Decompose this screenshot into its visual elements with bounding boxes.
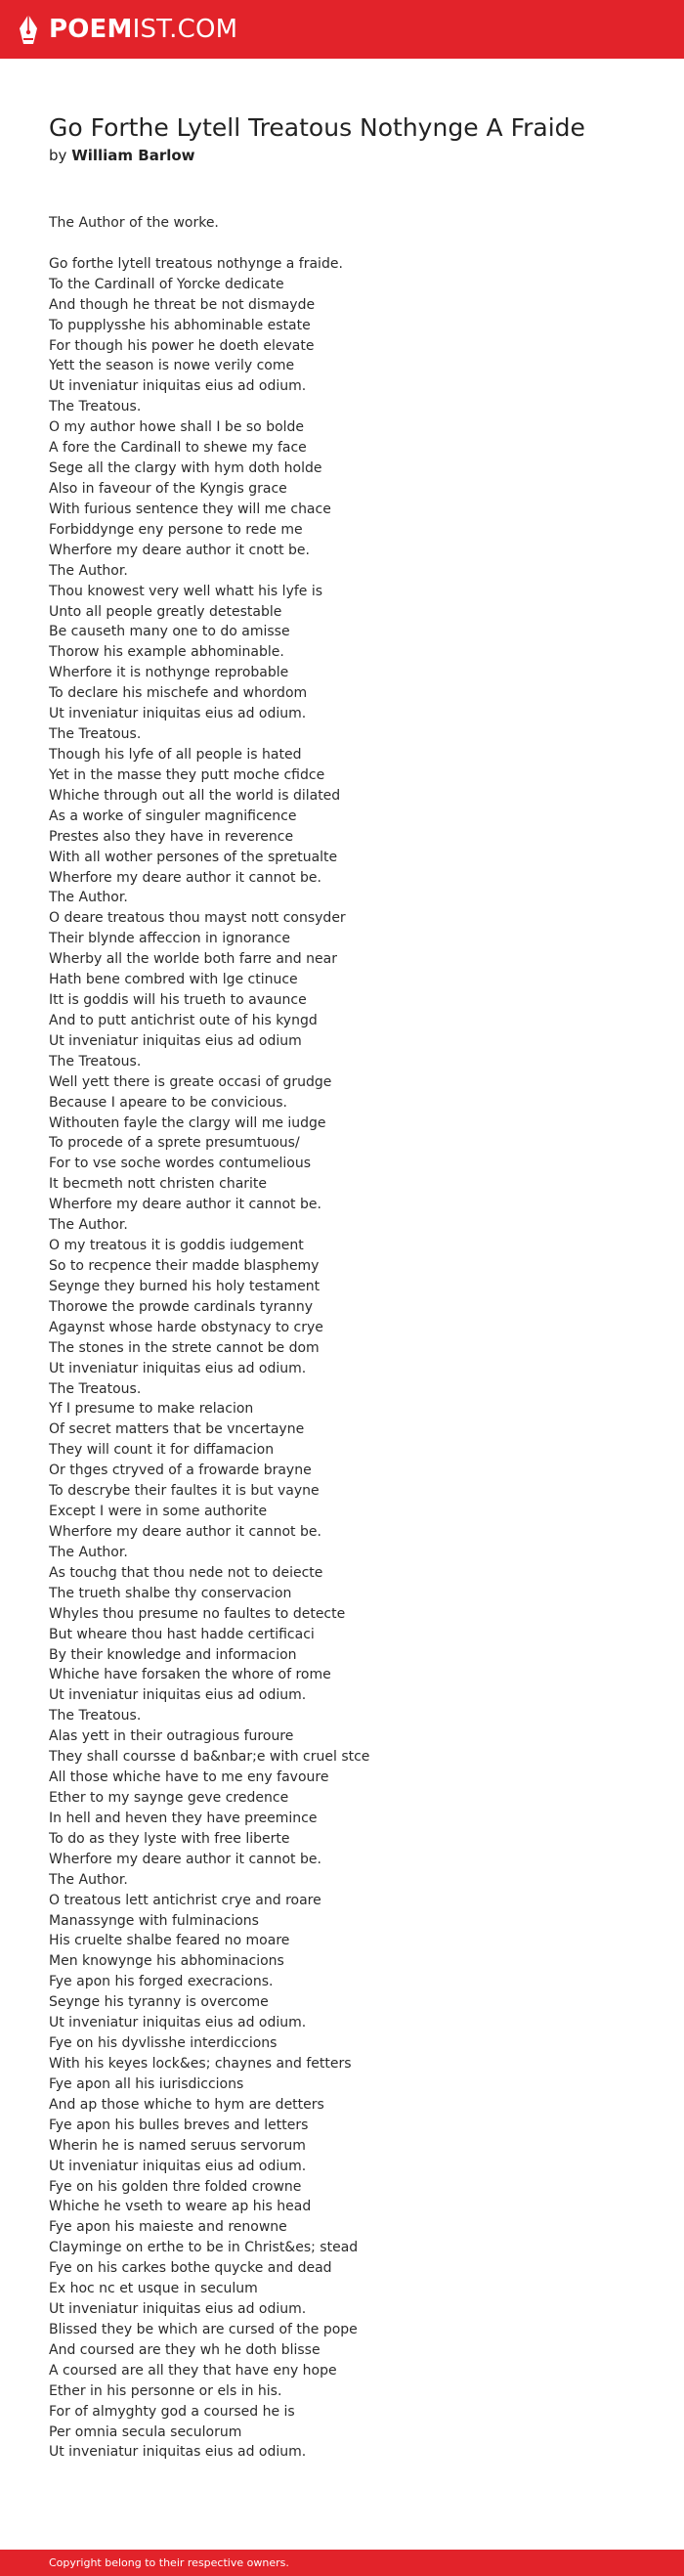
poem-line: To declare his mischefe and whordom (49, 685, 308, 702)
poem-line: And coursed are they wh he doth blisse (49, 2341, 321, 2358)
poem-line: O deare treatous thou mayst nott consyder (49, 910, 346, 927)
poem-line: Withouten fayle the clargy will me iudge (49, 1114, 326, 1131)
poem-line: Manassynge with fulminacions (49, 1912, 259, 1929)
poem-line: Hath bene combred with lge ctinuce (49, 972, 298, 988)
site-logo[interactable] (18, 12, 237, 47)
poem-line: The trueth shalbe thy conservacion (49, 1585, 292, 1601)
poem-line: Except I were in some authorite (49, 1504, 268, 1520)
poem-line: And ap those whiche to hym are detters (49, 2096, 324, 2113)
poem-line: Whiche he vseth to weare ap his head (49, 2199, 312, 2215)
poem-line: Ether to my saynge geve credence (49, 1789, 289, 1806)
poem-line: Ut inveniatur iniquitas eius ad odium. (49, 378, 307, 395)
poem-line: To pupplysshe his abhominable estate (49, 317, 311, 333)
poem-line: Seynge they burned his holy testament (49, 1278, 321, 1294)
poem-line: They shall coursse d ba&nbar;e with cruel stce (49, 1749, 370, 1766)
poem-line: The Author. (49, 1871, 128, 1888)
logo-text-light: IST.COM (132, 15, 238, 44)
poem-line: So to recpence their madde blasphemy (49, 1258, 320, 1275)
poem-line: Ut inveniatur iniquitas eius ad odium. (49, 1360, 307, 1376)
poem-line: It becmeth nott christen charite (49, 1176, 268, 1193)
byline-prefix: by (49, 147, 67, 164)
poem-line: Blissed they be which are cursed of the pope (49, 2321, 358, 2337)
poem-line: To the Cardinall of Yorcke dedicate (49, 276, 284, 292)
poem-line: A fore the Cardinall to shewe my face (49, 440, 307, 457)
poem-line: Sege all the clargy with hym doth holde (49, 460, 322, 477)
poem-line: And though he threat be not dismayde (49, 296, 316, 313)
poem-line: Itt is goddis will his trueth to avaunce (49, 992, 307, 1009)
poem-line: In hell and heven they have preemince (49, 1810, 318, 1826)
poem-line: Ut inveniatur iniquitas eius ad odium. (49, 2158, 307, 2174)
poem-line: To descrybe their faultes it is but vayne (49, 1483, 320, 1500)
poem-title: Go Forthe Lytell Treatous Nothynge A Fraide (49, 113, 585, 142)
poem-line: The Treatous. (49, 399, 142, 415)
poem-line: But wheare thou hast hadde certificaci (49, 1626, 315, 1642)
logo-text-bold: POEM (49, 15, 133, 44)
poem-line: With his keyes lock&es; chaynes and fetters (49, 2055, 352, 2072)
poem-line: Per omnia secula seculorum (49, 2423, 242, 2440)
poem-line: Wherin he is named seruus servorum (49, 2137, 306, 2154)
poem-line: Their blynde affeccion in ignorance (49, 931, 290, 947)
poem-line: Men knowynge his abhominacions (49, 1953, 284, 1970)
poem-intro-line: The Author of the worke. (49, 215, 219, 231)
poem-line: Also in faveour of the Kyngis grace (49, 480, 287, 497)
poem-line: By their knowledge and informacion (49, 1646, 297, 1663)
poem-line: Ex hoc nc et usque in seculum (49, 2281, 258, 2297)
poem-line: O treatous lett antichrist crye and roare (49, 1892, 321, 1908)
poem-line: Yet in the masse they putt moche cfidce (49, 766, 325, 783)
poem-line: Go forthe lytell treatous nothynge a fraide. (49, 255, 343, 272)
poem-line: Seynge his tyranny is overcome (49, 1994, 269, 2011)
poem-line: Whiche through out all the world is dilated (49, 787, 341, 804)
poem-line: Clayminge on erthe to be in Christ&es; stead (49, 2240, 359, 2256)
poem-line: Wherfore my deare author it cannot be. (49, 869, 321, 886)
poem-line: Well yett there is greate occasi of grudge (49, 1073, 332, 1090)
poem-line: Fye on his dyvlisshe interdiccions (49, 2035, 278, 2052)
poem-line: The stones in the strete cannot be dom (49, 1339, 320, 1356)
poem-line: Fye on his carkes bothe quycke and dead (49, 2260, 332, 2277)
poem-line: All those whiche have to me eny favoure (49, 1769, 329, 1786)
poem-line: Ut inveniatur iniquitas eius ad odium (49, 1032, 302, 1049)
poem-line: Forbiddynge eny persone to rede me (49, 521, 303, 538)
poem-line: Alas yett in their outragious furoure (49, 1728, 294, 1745)
poem-line: And to putt antichrist oute of his kyngd (49, 1012, 318, 1028)
poem-line: The Treatous. (49, 726, 142, 743)
poem-line: Fye apon his maieste and renowne (49, 2219, 287, 2236)
poem-line: As a worke of singuler magnificence (49, 808, 297, 824)
poem-line: Because I apeare to be convicious. (49, 1094, 288, 1111)
poem-line: O my author howe shall I be so bolde (49, 419, 305, 436)
poem-line: Wherfore my deare author it cannot be. (49, 1851, 321, 1867)
poem-line: As touchg that thou nede not to deiecte (49, 1564, 323, 1581)
copyright-notice: Copyright belong to their respective owners. (49, 2556, 289, 2569)
site-footer (0, 2550, 684, 2576)
poem-line: Wherfore my deare author it cnott be. (49, 542, 310, 558)
poem-line: For though his power he doeth elevate (49, 337, 315, 354)
poem-line: For to vse soche wordes contumelious (49, 1156, 311, 1172)
poem-line: A coursed are all they that have eny hope (49, 2362, 337, 2379)
poem-line: The Author. (49, 890, 128, 906)
poem-line: Whyles thou presume no faultes to detecte (49, 1605, 346, 1622)
poem-line: Prestes also they have in reverence (49, 828, 294, 845)
poem-line: With all wother persones of the spretualte (49, 849, 338, 865)
poem-line: Yf I presume to make relacion (49, 1401, 254, 1418)
poem-body (49, 213, 635, 2463)
logo-text (49, 12, 237, 47)
poem-line: Yett the season is nowe verily come (49, 358, 295, 374)
pen-nib-icon (18, 14, 39, 45)
poem-line: The Author. (49, 562, 128, 579)
poem-line: The Author. (49, 1544, 128, 1560)
poem-line: The Treatous. (49, 1380, 142, 1397)
poem-line: Wherfore my deare author it cannot be. (49, 1524, 321, 1540)
poem-line: Or thges ctryved of a frowarde brayne (49, 1463, 312, 1479)
poem-line: Fye on his golden thre folded crowne (49, 2178, 302, 2195)
stanza-spacer (49, 234, 635, 254)
poem-line: The Treatous. (49, 1708, 142, 1725)
poem-line: Wherfore my deare author it cannot be. (49, 1197, 321, 1213)
site-header (0, 0, 684, 59)
poem-line: Ut inveniatur iniquitas eius ad odium. (49, 2301, 307, 2318)
poem-line: Ut inveniatur iniquitas eius ad odium. (49, 706, 307, 722)
poem-line: Ut inveniatur iniquitas eius ad odium. (49, 1687, 307, 1704)
poem-line: For of almyghty god a coursed he is (49, 2403, 295, 2420)
poem-line: Thorowe the prowde cardinals tyranny (49, 1298, 314, 1315)
poem-line: Thorow his example abhominable. (49, 644, 284, 661)
byline (49, 145, 195, 166)
poem-line: Fye apon his bulles breves and letters (49, 2117, 309, 2133)
poem-line: O my treatous it is goddis iudgement (49, 1238, 304, 1254)
author-name[interactable]: William Barlow (71, 147, 195, 164)
poem-line: His cruelte shalbe feared no moare (49, 1933, 290, 1949)
poem-line: Thou knowest very well whatt his lyfe is (49, 583, 323, 599)
poem-line: To do as they lyste with free liberte (49, 1830, 290, 1847)
poem-line: Wherfore it is nothynge reprobable (49, 665, 289, 681)
poem-line: Ut inveniatur iniquitas eius ad odium. (49, 2015, 307, 2031)
poem-line: Be causeth many one to do amisse (49, 624, 290, 640)
poem-line: To procede of a sprete presumtuous/ (49, 1135, 300, 1152)
poem-line: Unto all people greatly detestable (49, 603, 282, 620)
poem-line: The Author. (49, 1217, 128, 1234)
poem-line: Of secret matters that be vncertayne (49, 1421, 305, 1438)
poem-line: They will count it for diffamacion (49, 1442, 275, 1459)
poem-line: Ut inveniatur iniquitas eius ad odium. (49, 2444, 307, 2461)
poem-line: Agaynst whose harde obstynacy to crye (49, 1319, 323, 1335)
poem-line: Fye apon all his iurisdiccions (49, 2075, 244, 2092)
poem-line: Wherby all the worlde both farre and near (49, 951, 337, 968)
poem-line: Ether in his personne or els in his. (49, 2382, 282, 2399)
poem-line: Whiche have forsaken the whore of rome (49, 1667, 331, 1683)
poem-line: Though his lyfe of all people is hated (49, 746, 302, 763)
poem-line: Fye apon his forged execracions. (49, 1974, 274, 1990)
poem-line: The Treatous. (49, 1053, 142, 1070)
poem-line: With furious sentence they will me chace (49, 501, 331, 517)
